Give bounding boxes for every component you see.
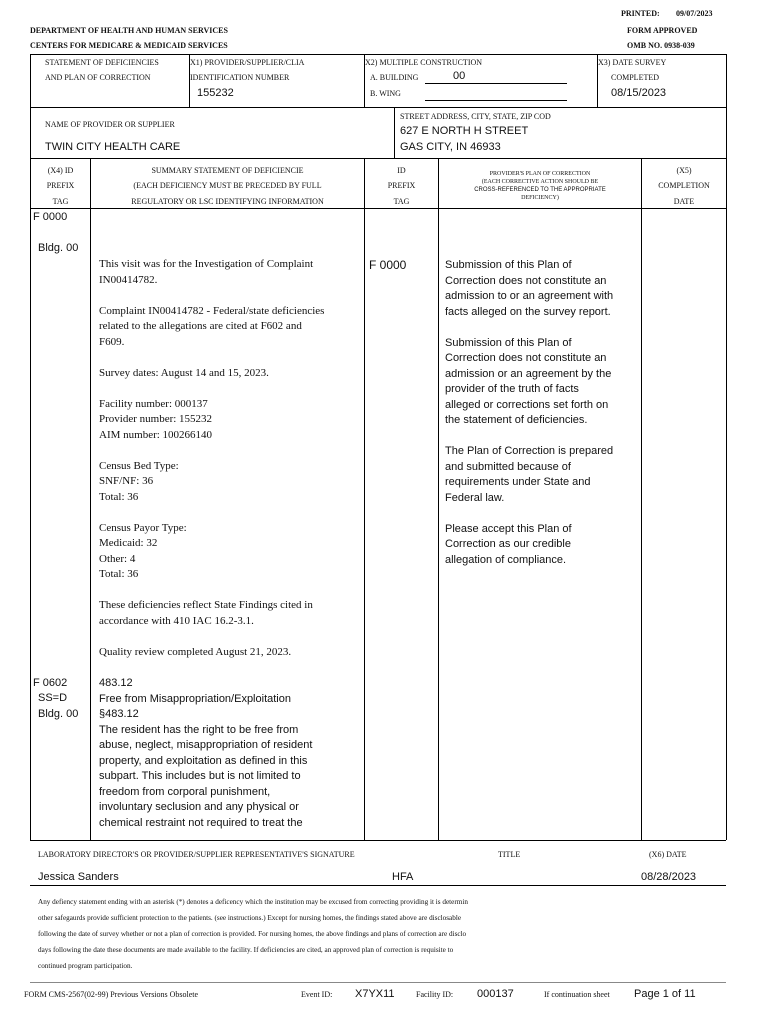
- disclaimer-line: days following the date these documents are made available to the facility. If deficiencies are cited, an approved plan of correction is requisite to: [38, 946, 454, 954]
- text-line: Total: 36: [99, 490, 139, 503]
- text-line: admission or an agreement by the: [445, 367, 612, 380]
- provider-name-label: NAME OF PROVIDER OR SUPPLIER: [45, 120, 175, 129]
- x2-label: X2) MULTIPLE CONSTRUCTION: [365, 58, 483, 67]
- x5-label-2: COMPLETION: [658, 181, 710, 190]
- provider-id-value: 155232: [197, 87, 234, 99]
- building-underline: [425, 83, 567, 84]
- text-line: freedom from corporal punishment,: [99, 785, 271, 798]
- text-line: Submission of this Plan of: [445, 336, 572, 349]
- left-ss-d: SS=D: [38, 692, 68, 704]
- printed-label: PRINTED:: [621, 9, 660, 18]
- provider-divider: [394, 107, 395, 158]
- survey-date-value: 08/15/2023: [611, 87, 667, 99]
- x4-label-2: PREFIX: [46, 181, 75, 190]
- facility-id-value: 000137: [477, 988, 514, 1000]
- text-line: These deficiencies reflect State Findings cited in: [99, 599, 313, 611]
- address-label: STREET ADDRESS, CITY, STATE, ZIP COD: [400, 112, 551, 121]
- text-line: involuntary seclusion and any physical or: [99, 801, 299, 813]
- x5-label-3: DATE: [673, 197, 695, 206]
- column-header-bottom-border: [30, 208, 726, 209]
- paragraph: [99, 459, 361, 506]
- page-number: Page 1 of 11: [634, 988, 696, 1000]
- disclaimer-line: other safegaurds provide sufficient protection to the patients. (see instructions.) Except for nursing homes, the findings stated above are disclosable: [38, 914, 462, 922]
- facility-id-label: Facility ID:: [416, 990, 454, 999]
- form-number: FORM CMS-2567(02-99) Previous Versions Obsolete: [24, 990, 199, 999]
- address-line-2: GAS CITY, IN 46933: [400, 141, 501, 153]
- form-approved: FORM APPROVED: [627, 26, 698, 35]
- col-divider-4: [641, 158, 642, 840]
- x3-label-1: X3) DATE SURVEY: [598, 58, 667, 67]
- poc-label-1: PROVIDER'S PLAN OF CORRECTION: [489, 171, 591, 177]
- paragraph: [99, 366, 361, 382]
- continuation-label: If continuation sheet: [544, 990, 610, 999]
- text-line: IN00414782.: [99, 273, 158, 286]
- text-line: alleged or corrections set forth on: [445, 398, 609, 411]
- footer-rule: [30, 982, 726, 983]
- paragraph: [99, 397, 361, 444]
- text-line: The resident has the right to be free from: [99, 723, 299, 736]
- text-line: facts alleged on the survey report.: [445, 305, 611, 318]
- paragraph: [99, 257, 361, 288]
- top-box-bottom-border: [30, 107, 726, 108]
- text-line: Complaint IN00414782 - Federal/state deficiencies: [99, 304, 325, 317]
- disclaimer-line: Any defiency statement ending with an asterisk (*) denotes a deficency which the institution may be excused from correcting providing it is determin: [38, 898, 468, 906]
- address-line-1: 627 E NORTH H STREET: [400, 125, 529, 137]
- left-bldg-2: Bldg. 00: [38, 708, 79, 720]
- department-title: DEPARTMENT OF HEALTH AND HUMAN SERVICES: [30, 26, 228, 35]
- x4-label-3: TAG: [52, 197, 69, 206]
- text-line: Census Payor Type:: [99, 521, 187, 534]
- text-line: allegation of compliance.: [445, 553, 567, 566]
- text-line: Submission of this Plan of: [445, 259, 572, 271]
- text-line: Quality review completed August 21, 2023.: [99, 645, 292, 658]
- paragraph: [445, 522, 640, 569]
- text-line: the statement of deficiencies.: [445, 414, 588, 426]
- top-box-right-border: [726, 54, 727, 107]
- text-line: SNF/NF: 36: [99, 475, 154, 487]
- event-id-label: Event ID:: [301, 990, 333, 999]
- poc-label-4: DEFICIENCY): [521, 195, 559, 201]
- text-line: AIM number: 100266140: [99, 428, 213, 441]
- signature-label: LABORATORY DIRECTOR'S OR PROVIDER/SUPPLIER REPRESENTATIVE'S SIGNATURE: [38, 850, 355, 859]
- left-tag-f0000: F 0000: [33, 211, 68, 223]
- text-line: 483.12: [99, 677, 133, 689]
- paragraph: [99, 598, 361, 629]
- summary-statement: [99, 257, 361, 676]
- text-line: Facility number: 000137: [99, 397, 208, 410]
- omb-number: OMB NO. 0938-039: [627, 41, 695, 50]
- x1-label-1: X1) PROVIDER/SUPPLIER/CLIA: [190, 58, 305, 67]
- statement-label-2: AND PLAN OF CORRECTION: [45, 73, 151, 82]
- text-line: related to the allegations are cited at F602 and: [99, 320, 302, 332]
- paragraph: [99, 304, 361, 351]
- building-label: A. BUILDING: [370, 73, 419, 82]
- summary-label-1: SUMMARY STATEMENT OF DEFICIENCIE: [151, 166, 304, 175]
- building-value: 00: [453, 70, 466, 82]
- text-line: Correction as our credible: [445, 538, 571, 550]
- text-line: Free from Misappropriation/Exploitation: [99, 692, 291, 705]
- x1-label-2: IDENTIFICATION NUMBER: [190, 73, 290, 82]
- disclaimer-line: following the date of survey whether or not a plan of correction is provided. For nursing homes, the above findings and plans of correction are disclo: [38, 930, 467, 938]
- centers-title: CENTERS FOR MEDICARE & MEDICAID SERVICES: [30, 41, 228, 50]
- right-tag-f0000: F 0000: [369, 258, 407, 272]
- text-line: accordance with 410 IAC 16.2-3.1.: [99, 614, 254, 627]
- x6-date-label: (X6) DATE: [649, 850, 687, 859]
- text-line: Please accept this Plan of: [445, 522, 572, 535]
- summary-label-2: (EACH DEFICIENCY MUST BE PRECEDED BY FULL: [133, 181, 322, 190]
- plan-of-correction: [445, 258, 640, 584]
- text-line: F609.: [99, 335, 125, 348]
- provider-box-bottom-border: [30, 158, 726, 159]
- printed-date: 09/07/2023: [676, 9, 713, 18]
- col-divider-1: [90, 158, 91, 840]
- col-divider-3: [438, 158, 439, 840]
- x3-label-2: COMPLETED: [611, 73, 659, 82]
- text-line: The Plan of Correction is prepared: [445, 445, 614, 457]
- text-line: Correction does not constitute an: [445, 352, 607, 364]
- signature-date: 08/28/2023: [641, 871, 697, 883]
- paragraph: [99, 521, 361, 583]
- text-line: abuse, neglect, misappropriation of resident: [99, 739, 313, 751]
- top-box-left-border: [30, 54, 31, 107]
- statement-label-1: STATEMENT OF DEFICIENCIES: [45, 58, 159, 67]
- left-bldg-1: Bldg. 00: [38, 242, 79, 254]
- id-label-2: PREFIX: [387, 181, 416, 190]
- text-line: §483.12: [99, 708, 139, 720]
- poc-label-2: (EACH CORRECTIVE ACTION SHOULD BE: [481, 179, 599, 185]
- text-line: and submitted because of: [445, 460, 571, 473]
- left-tag-f0602: F 0602: [33, 677, 68, 689]
- provider-name-value: TWIN CITY HEALTH CARE: [45, 141, 181, 153]
- f602-statement: [99, 676, 361, 831]
- wing-label: B. WING: [370, 89, 401, 98]
- paragraph: [445, 336, 640, 429]
- text-line: Medicaid: 32: [99, 537, 158, 549]
- x5-label-1: (X5): [676, 166, 692, 175]
- paragraph: [445, 444, 640, 506]
- paragraph: [445, 258, 640, 320]
- signature-title: HFA: [392, 871, 414, 883]
- text-line: Federal law.: [445, 491, 505, 504]
- wing-underline: [425, 100, 567, 101]
- text-line: Other: 4: [99, 552, 136, 565]
- id-label-3: TAG: [393, 197, 410, 206]
- provider-box-left-border: [30, 107, 31, 158]
- text-line: Correction does not constitute an: [445, 274, 607, 287]
- text-line: admission to or an agreement with: [445, 290, 614, 302]
- text-line: requirements under State and: [445, 476, 591, 488]
- text-line: property, and exploitation as defined in this: [99, 754, 308, 767]
- text-line: Total: 36: [99, 568, 139, 580]
- disclaimer-line: continued program participation.: [38, 962, 133, 970]
- text-line: Provider number: 155232: [99, 413, 213, 425]
- text-line: Survey dates: August 14 and 15, 2023.: [99, 366, 269, 379]
- event-id-value: X7YX11: [355, 988, 395, 1000]
- title-label: TITLE: [498, 850, 521, 859]
- text-line: This visit was for the Investigation of Complaint: [99, 258, 314, 270]
- body-bottom-border: [30, 840, 726, 841]
- text-line: chemical restraint not required to treat the: [99, 816, 303, 829]
- text-line: subpart. This includes but is not limited to: [99, 770, 301, 782]
- signature-name: Jessica Sanders: [38, 871, 119, 883]
- summary-label-3: REGULATORY OR LSC IDENTIFYING INFORMATION: [131, 197, 324, 206]
- col-divider-2: [364, 158, 365, 840]
- x4-label-1: (X4) ID: [47, 166, 74, 175]
- frame-left-border: [30, 158, 31, 840]
- id-label-1: ID: [397, 166, 406, 175]
- poc-label-3: CROSS-REFERENCED TO THE APPROPRIATE: [474, 187, 606, 193]
- frame-right-border: [726, 158, 727, 840]
- top-box-top-border: [30, 54, 726, 55]
- text-line: Census Bed Type:: [99, 459, 179, 472]
- provider-box-right-border: [726, 107, 727, 158]
- signature-underline: [30, 885, 726, 886]
- text-line: provider of the truth of facts: [445, 383, 579, 395]
- disclaimer: [38, 894, 728, 974]
- paragraph: [99, 645, 361, 661]
